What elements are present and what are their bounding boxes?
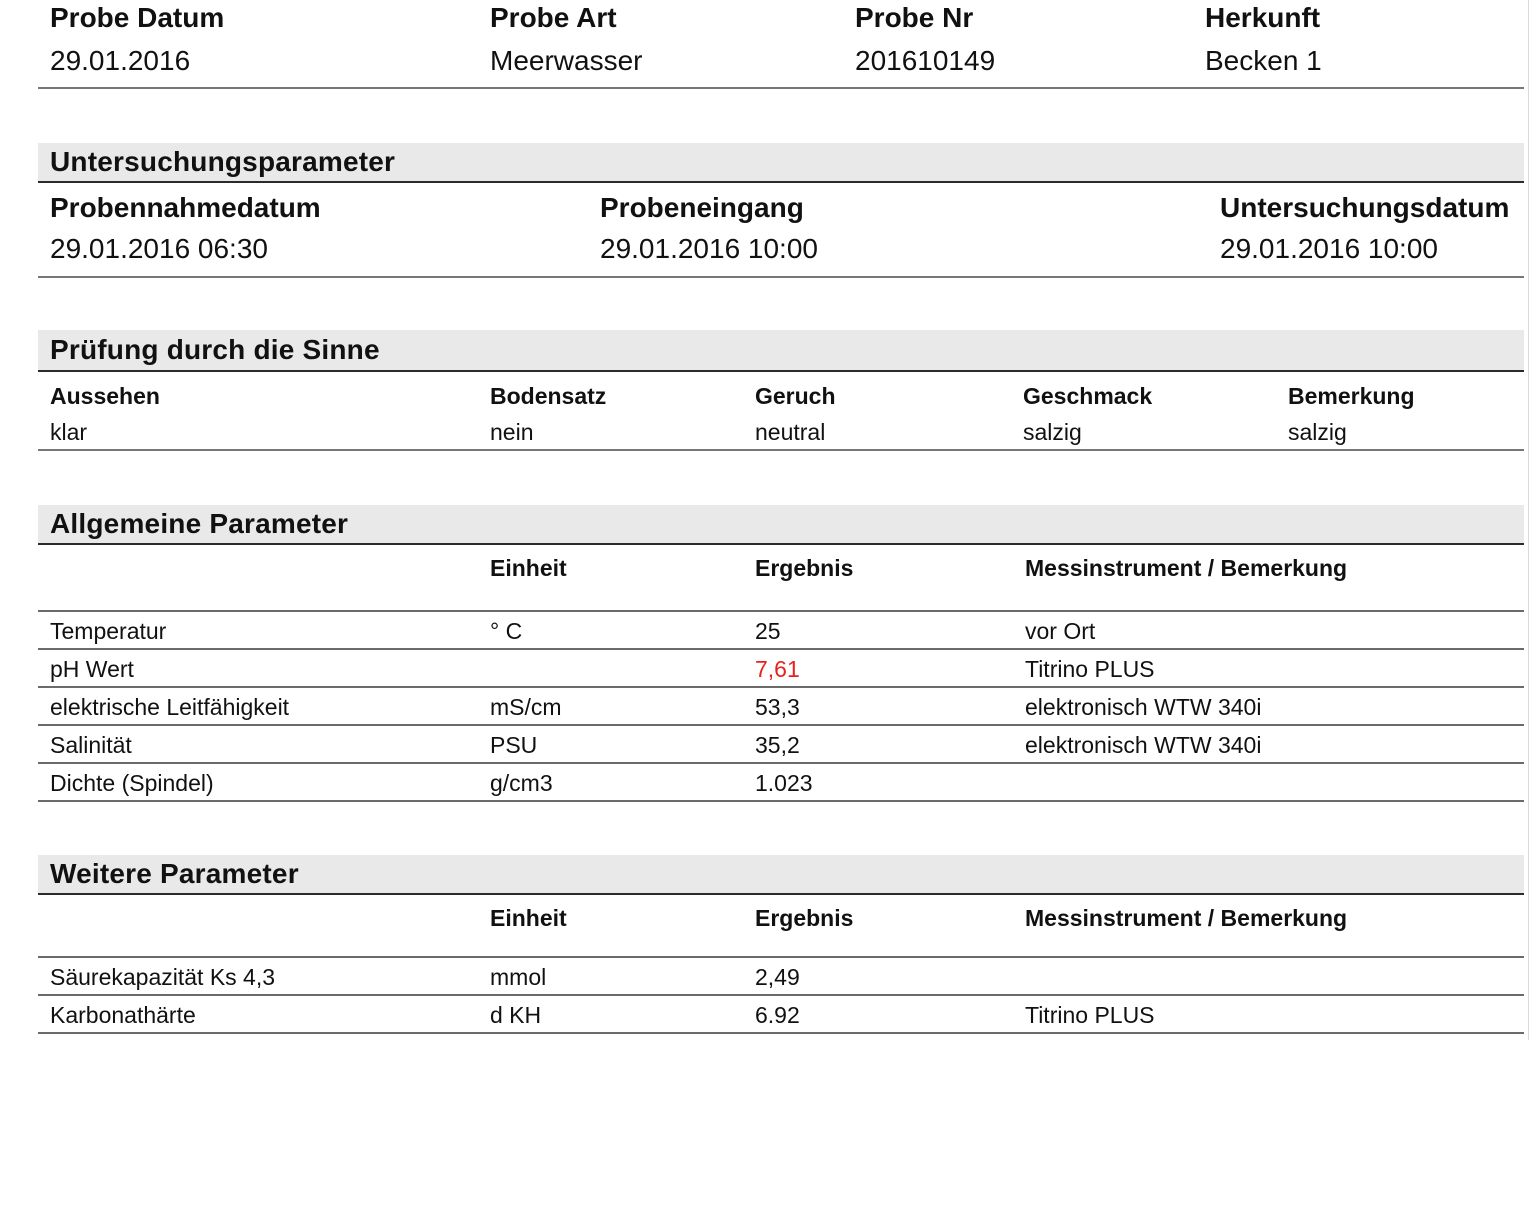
einheit-cell: g/cm3 bbox=[490, 770, 553, 796]
untersuchungsparameter-section bbox=[38, 143, 1524, 278]
table-row bbox=[38, 650, 1524, 688]
herkunft-value: Becken 1 bbox=[1205, 45, 1322, 76]
messinstrument-cell: elektronisch WTW 340i bbox=[1025, 732, 1262, 758]
geruch-header: Geruch bbox=[755, 383, 836, 409]
sinne-values-row bbox=[38, 410, 1524, 446]
herkunft-label: Herkunft bbox=[1205, 2, 1321, 33]
einheit-cell: mS/cm bbox=[490, 694, 562, 720]
sinne-section bbox=[38, 330, 1524, 451]
allgemeine-parameter-section bbox=[38, 505, 1524, 802]
ergebnis-header: Ergebnis bbox=[755, 905, 854, 931]
bemerkung-header: Bemerkung bbox=[1288, 383, 1415, 409]
probeneingang-value: 29.01.2016 10:00 bbox=[600, 233, 818, 264]
einheit-header: Einheit bbox=[490, 555, 567, 581]
aussehen-header: Aussehen bbox=[50, 383, 160, 409]
untersuchungsdatum-value: 29.01.2016 10:00 bbox=[1220, 233, 1438, 264]
ergebnis-cell: 2,49 bbox=[755, 964, 800, 990]
einheit-cell: d KH bbox=[490, 1002, 542, 1028]
sample-header-labels bbox=[38, 0, 1524, 35]
geschmack-header: Geschmack bbox=[1023, 383, 1153, 409]
allgemeine-title: Allgemeine Parameter bbox=[50, 508, 349, 539]
einheit-header: Einheit bbox=[490, 905, 567, 931]
table-row bbox=[38, 996, 1524, 1034]
allgemeine-column-headers bbox=[38, 545, 1524, 612]
table-row bbox=[38, 688, 1524, 726]
untersuchungsdatum-label: Untersuchungsdatum bbox=[1220, 192, 1510, 223]
einheit-cell: PSU bbox=[490, 732, 538, 758]
parameter-cell: Karbonathärte bbox=[50, 1002, 196, 1028]
probe-datum-label: Probe Datum bbox=[50, 2, 225, 33]
einheit-cell: ° C bbox=[490, 618, 523, 644]
table-row bbox=[38, 764, 1524, 802]
parameter-cell: Temperatur bbox=[50, 618, 167, 644]
messinstrument-header: Messinstrument / Bemerkung bbox=[1025, 555, 1348, 581]
table-row bbox=[38, 958, 1524, 996]
probennahmedatum-value: 29.01.2016 06:30 bbox=[50, 233, 268, 264]
messinstrument-cell: vor Ort bbox=[1025, 618, 1096, 644]
untersuchungsparameter-values bbox=[38, 225, 1524, 266]
probennahmedatum-label: Probennahmedatum bbox=[50, 192, 321, 223]
untersuchungsparameter-title: Untersuchungsparameter bbox=[50, 146, 396, 177]
weitere-title-bar bbox=[38, 855, 1524, 895]
weitere-column-headers bbox=[38, 895, 1524, 958]
messinstrument-cell: elektronisch WTW 340i bbox=[1025, 694, 1262, 720]
table-row bbox=[38, 612, 1524, 650]
parameter-cell: pH Wert bbox=[50, 656, 134, 682]
page-edge-line bbox=[1528, 0, 1529, 1040]
sinne-title: Prüfung durch die Sinne bbox=[50, 334, 380, 365]
ergebnis-cell: 6.92 bbox=[755, 1002, 800, 1028]
parameter-cell: Dichte (Spindel) bbox=[50, 770, 214, 796]
bodensatz-header: Bodensatz bbox=[490, 383, 607, 409]
probeneingang-label: Probeneingang bbox=[600, 192, 804, 223]
parameter-cell: elektrische Leitfähigkeit bbox=[50, 694, 290, 720]
einheit-cell: mmol bbox=[490, 964, 547, 990]
ergebnis-header: Ergebnis bbox=[755, 555, 854, 581]
weitere-title: Weitere Parameter bbox=[50, 858, 299, 889]
sample-header-section bbox=[38, 0, 1524, 89]
table-row bbox=[38, 726, 1524, 764]
messinstrument-cell: Titrino PLUS bbox=[1025, 656, 1155, 682]
probe-nr-value: 201610149 bbox=[855, 45, 996, 76]
messinstrument-header: Messinstrument / Bemerkung bbox=[1025, 905, 1348, 931]
untersuchungsparameter-labels bbox=[38, 183, 1524, 225]
sample-header-values bbox=[38, 35, 1524, 78]
probe-art-value: Meerwasser bbox=[490, 45, 643, 76]
bodensatz-value: nein bbox=[490, 419, 534, 445]
messinstrument-cell: Titrino PLUS bbox=[1025, 1002, 1155, 1028]
aussehen-value: klar bbox=[50, 419, 88, 445]
ergebnis-cell: 35,2 bbox=[755, 732, 800, 758]
probe-nr-label: Probe Nr bbox=[855, 2, 974, 33]
untersuchungsparameter-body bbox=[38, 183, 1524, 278]
allgemeine-title-bar bbox=[38, 505, 1524, 545]
geschmack-value: salzig bbox=[1023, 419, 1082, 445]
ergebnis-cell: 1.023 bbox=[755, 770, 813, 796]
weitere-parameter-section bbox=[38, 855, 1524, 1034]
probe-art-label: Probe Art bbox=[490, 2, 617, 33]
ergebnis-cell: 25 bbox=[755, 618, 781, 644]
ergebnis-cell-highlighted: 7,61 bbox=[755, 656, 800, 682]
sinne-title-bar bbox=[38, 330, 1524, 372]
untersuchungsparameter-title-bar bbox=[38, 143, 1524, 183]
sinne-body bbox=[38, 372, 1524, 451]
geruch-value: neutral bbox=[755, 419, 826, 445]
parameter-cell: Salinität bbox=[50, 732, 132, 758]
ergebnis-cell: 53,3 bbox=[755, 694, 800, 720]
sinne-column-headers bbox=[38, 372, 1524, 410]
bemerkung-value: salzig bbox=[1288, 419, 1347, 445]
probe-datum-value: 29.01.2016 bbox=[50, 45, 191, 76]
parameter-cell: Säurekapazität Ks 4,3 bbox=[50, 964, 276, 990]
